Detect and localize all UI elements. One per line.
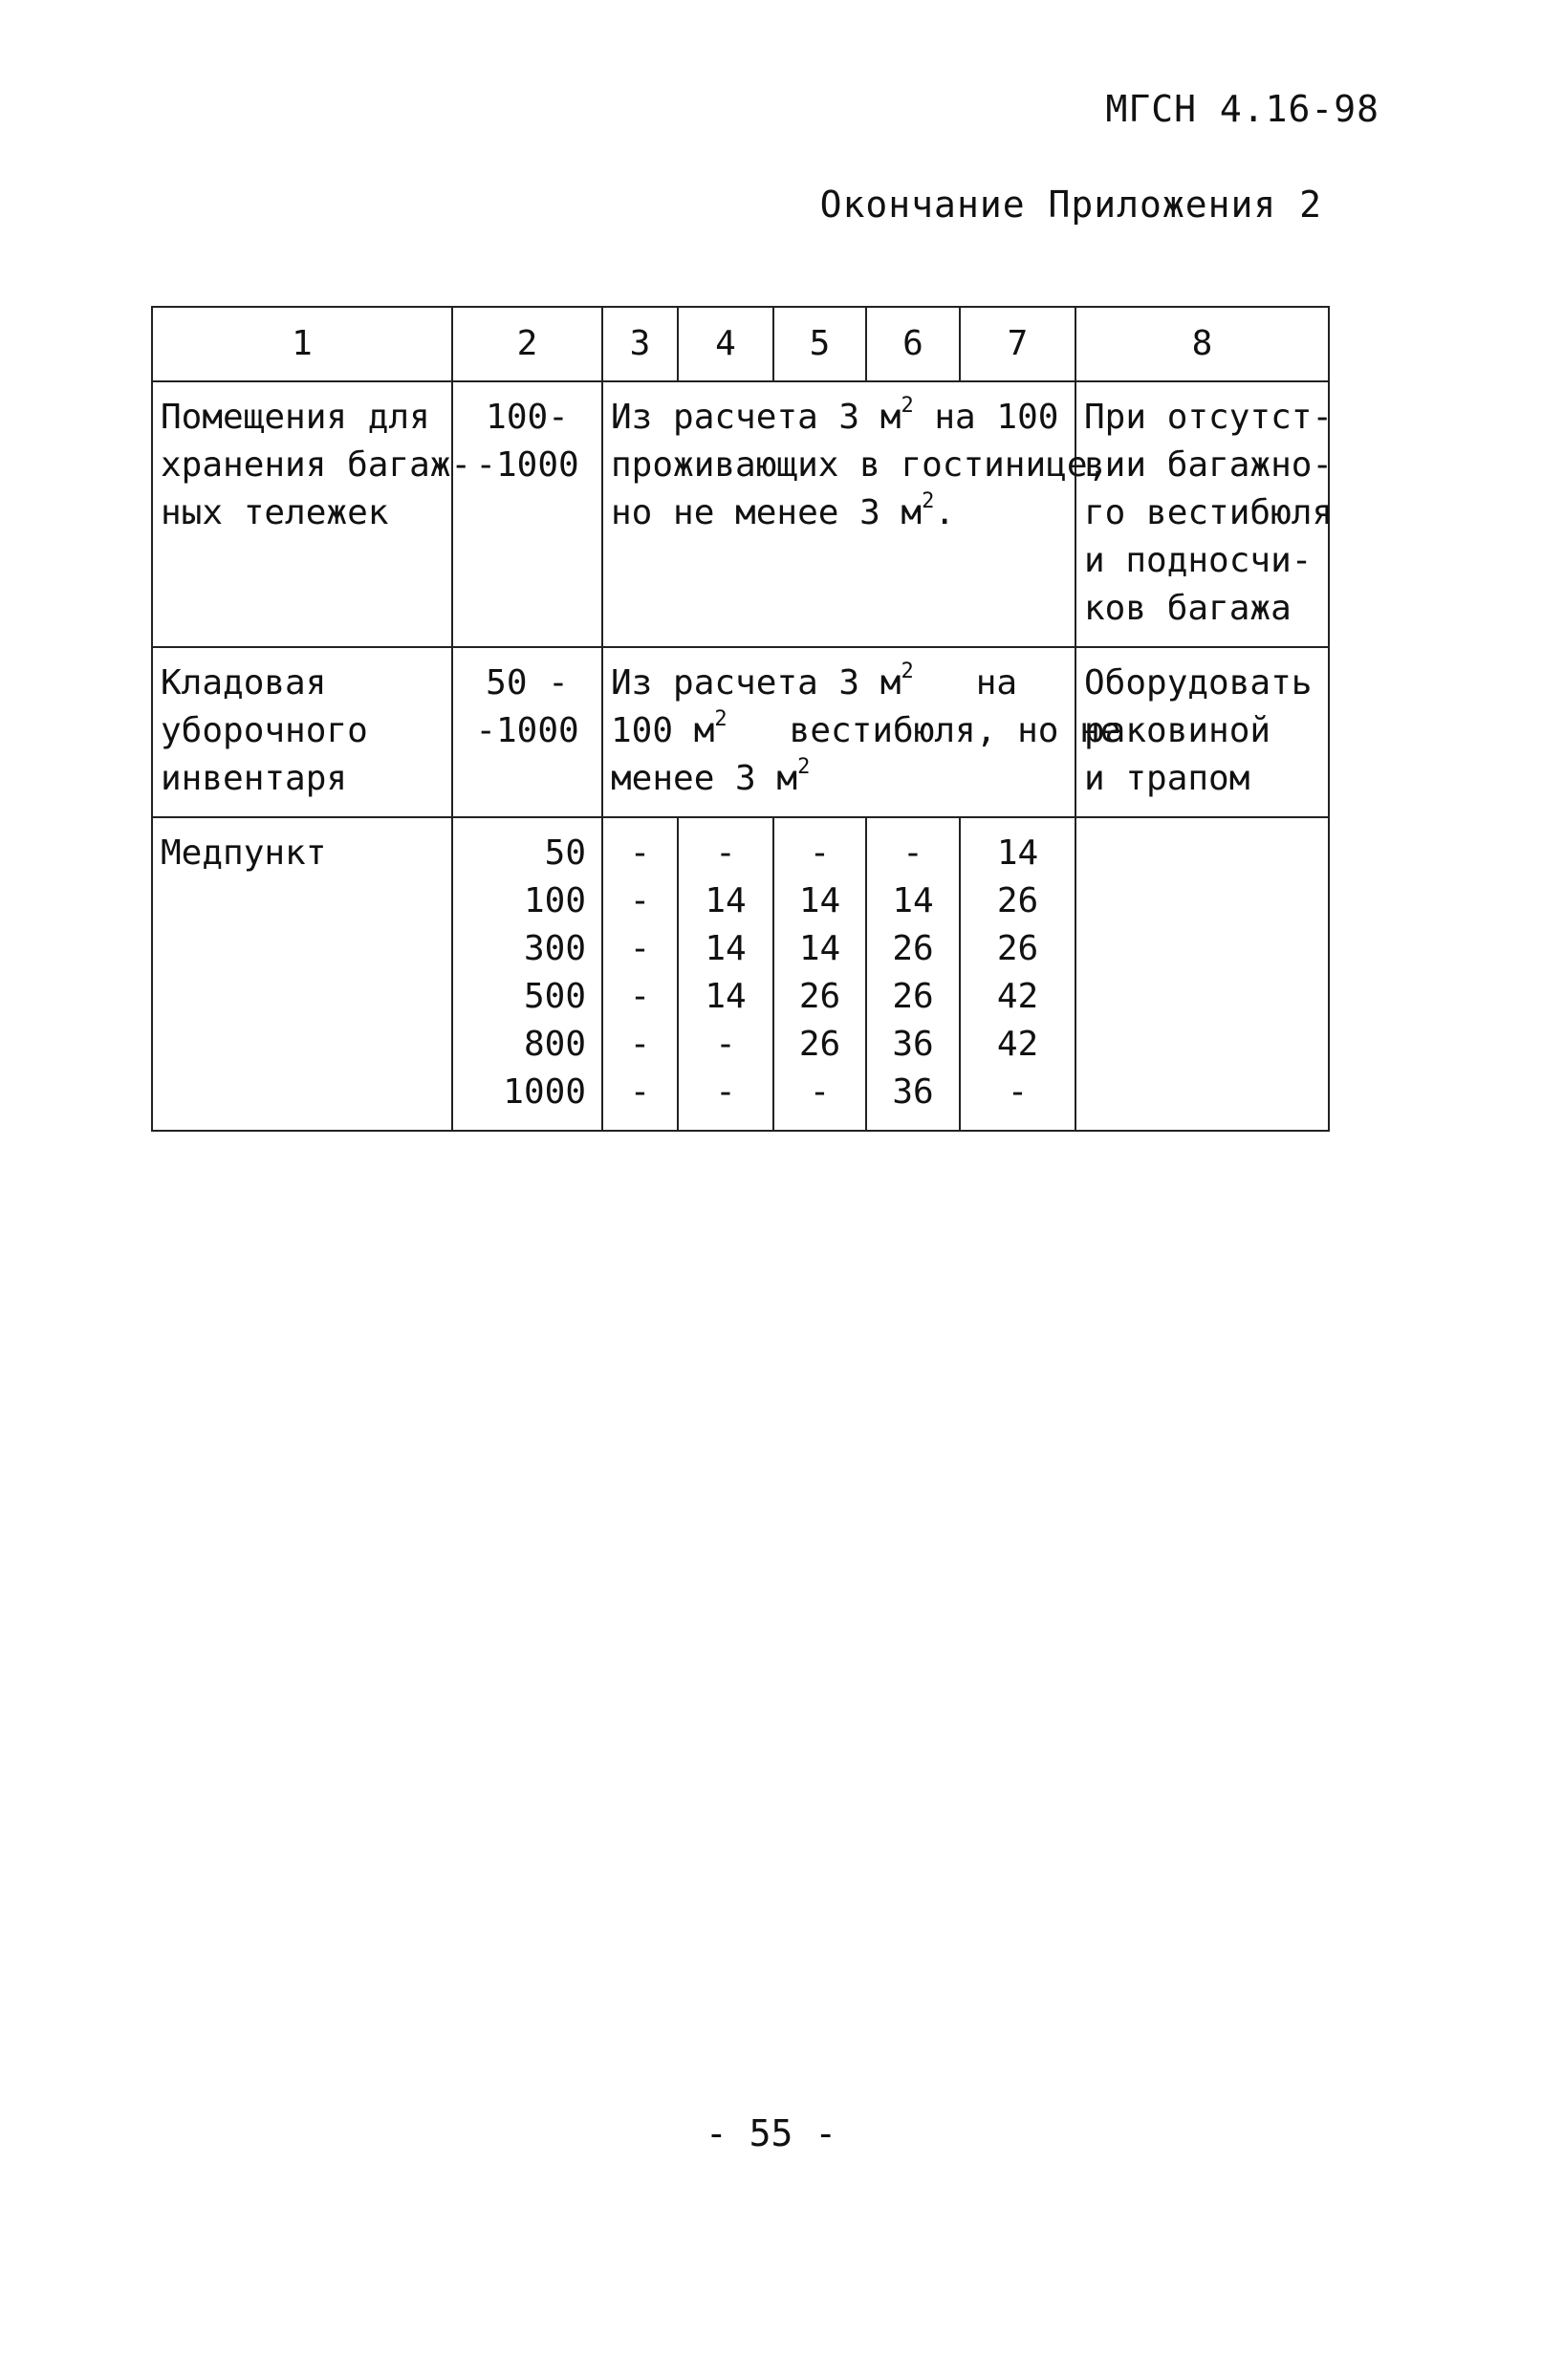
area-value: -	[1007, 1072, 1029, 1112]
calculation-line: менее 3 $м^2$	[611, 755, 811, 798]
area-value: 26	[892, 929, 934, 968]
area-value: -	[629, 929, 651, 968]
room-name-cell	[152, 647, 452, 817]
note-line: Оборудовать	[1084, 663, 1313, 703]
area-value: -	[629, 1025, 651, 1064]
appendix-title: Окончание Приложения 2	[819, 184, 1322, 226]
note-line: При отсутст-	[1084, 398, 1334, 437]
area-value: 14	[705, 977, 747, 1016]
area-value: 14	[996, 833, 1039, 873]
area-value: 26	[798, 1025, 841, 1064]
capacity-values-cell	[452, 817, 602, 1131]
area-value: 26	[798, 977, 841, 1016]
note-line: ков багажа	[1084, 589, 1292, 628]
calculation-line: проживающих в гостинице,	[611, 445, 1109, 485]
table-row	[152, 817, 1329, 1131]
note-line: го вестибюля	[1084, 493, 1334, 532]
capacity-value: 1000	[503, 1072, 586, 1112]
room-name-line: Кладовая	[161, 663, 327, 703]
capacity-range-line: 50 -	[486, 663, 569, 703]
room-name-line: Медпункт	[161, 833, 327, 873]
calculation-cell	[602, 381, 1109, 647]
capacity-value: 50	[544, 833, 586, 873]
calculation-line: но не менее 3 $м^2$.	[611, 489, 956, 532]
calculation-line: 100 $м^2$ вестибюля, но не	[611, 707, 1121, 750]
area-values-col3	[602, 817, 678, 1131]
note-cell	[1075, 381, 1334, 647]
note-cell	[1075, 817, 1329, 1131]
table-row	[152, 381, 1329, 647]
area-values-col7	[960, 817, 1075, 1131]
area-value: 36	[892, 1025, 934, 1064]
capacity-value: 500	[523, 977, 586, 1016]
room-name-line: уборочного	[161, 711, 368, 750]
area-value: 14	[892, 881, 934, 920]
area-value: -	[629, 881, 651, 920]
capacity-value: 100	[523, 881, 586, 920]
room-name-line: ных тележек	[161, 493, 389, 532]
room-name-cell	[152, 381, 472, 647]
room-name-line: хранения багаж-	[161, 445, 472, 485]
area-value: -	[715, 833, 736, 873]
column-header: 2	[452, 307, 602, 381]
area-value: -	[629, 977, 651, 1016]
note-line: вии багажно-	[1084, 445, 1334, 485]
area-value: 14	[705, 881, 747, 920]
capacity-range-cell	[452, 381, 602, 647]
area-value: -	[809, 833, 831, 873]
capacity-range-line: -1000	[475, 445, 579, 485]
note-line: и трапом	[1084, 759, 1250, 798]
area-value: -	[715, 1072, 736, 1112]
column-header: 4	[678, 307, 773, 381]
area-values-col4	[678, 817, 773, 1131]
area-value: 26	[996, 929, 1039, 968]
column-header: 6	[866, 307, 960, 381]
note-line: раковиной	[1084, 711, 1271, 750]
calculation-line: Из расчета 3 $м^2$ на	[611, 660, 1018, 703]
area-values-col6	[866, 817, 960, 1131]
document-code: МГСН 4.16-98	[1105, 88, 1379, 130]
area-value: 26	[892, 977, 934, 1016]
area-value: -	[629, 1072, 651, 1112]
area-value: -	[809, 1072, 831, 1112]
room-name-line: Помещения для	[161, 398, 430, 437]
calculation-cell	[602, 647, 1121, 817]
area-value: 14	[798, 929, 841, 968]
note-cell	[1075, 647, 1329, 817]
area-value: 14	[798, 881, 841, 920]
note-line: и подносчи-	[1084, 541, 1313, 580]
capacity-range-line: -1000	[475, 711, 579, 750]
area-value: -	[902, 833, 923, 873]
area-value: -	[629, 833, 651, 873]
area-value: 26	[996, 881, 1039, 920]
area-value: 42	[996, 1025, 1039, 1064]
room-name-cell	[152, 817, 452, 1131]
header-row	[152, 307, 1329, 381]
page-number: - 55 -	[705, 2112, 837, 2154]
column-header: 7	[960, 307, 1075, 381]
capacity-range-cell	[452, 647, 602, 817]
area-value: 14	[705, 929, 747, 968]
appendix-table	[151, 306, 1334, 1132]
capacity-value: 800	[523, 1025, 586, 1064]
capacity-value: 300	[523, 929, 586, 968]
capacity-range-line: 100-	[486, 398, 569, 437]
area-value: 42	[996, 977, 1039, 1016]
area-value: 36	[892, 1072, 934, 1112]
calculation-line: Из расчета 3 $м^2$ на 100	[611, 394, 1059, 437]
area-value: -	[715, 1025, 736, 1064]
column-header: 3	[602, 307, 678, 381]
column-header: 8	[1075, 307, 1329, 381]
area-values-col5	[773, 817, 866, 1131]
column-header: 1	[152, 307, 452, 381]
room-name-line: инвентаря	[161, 759, 348, 798]
table-row	[152, 647, 1329, 817]
column-header: 5	[773, 307, 866, 381]
